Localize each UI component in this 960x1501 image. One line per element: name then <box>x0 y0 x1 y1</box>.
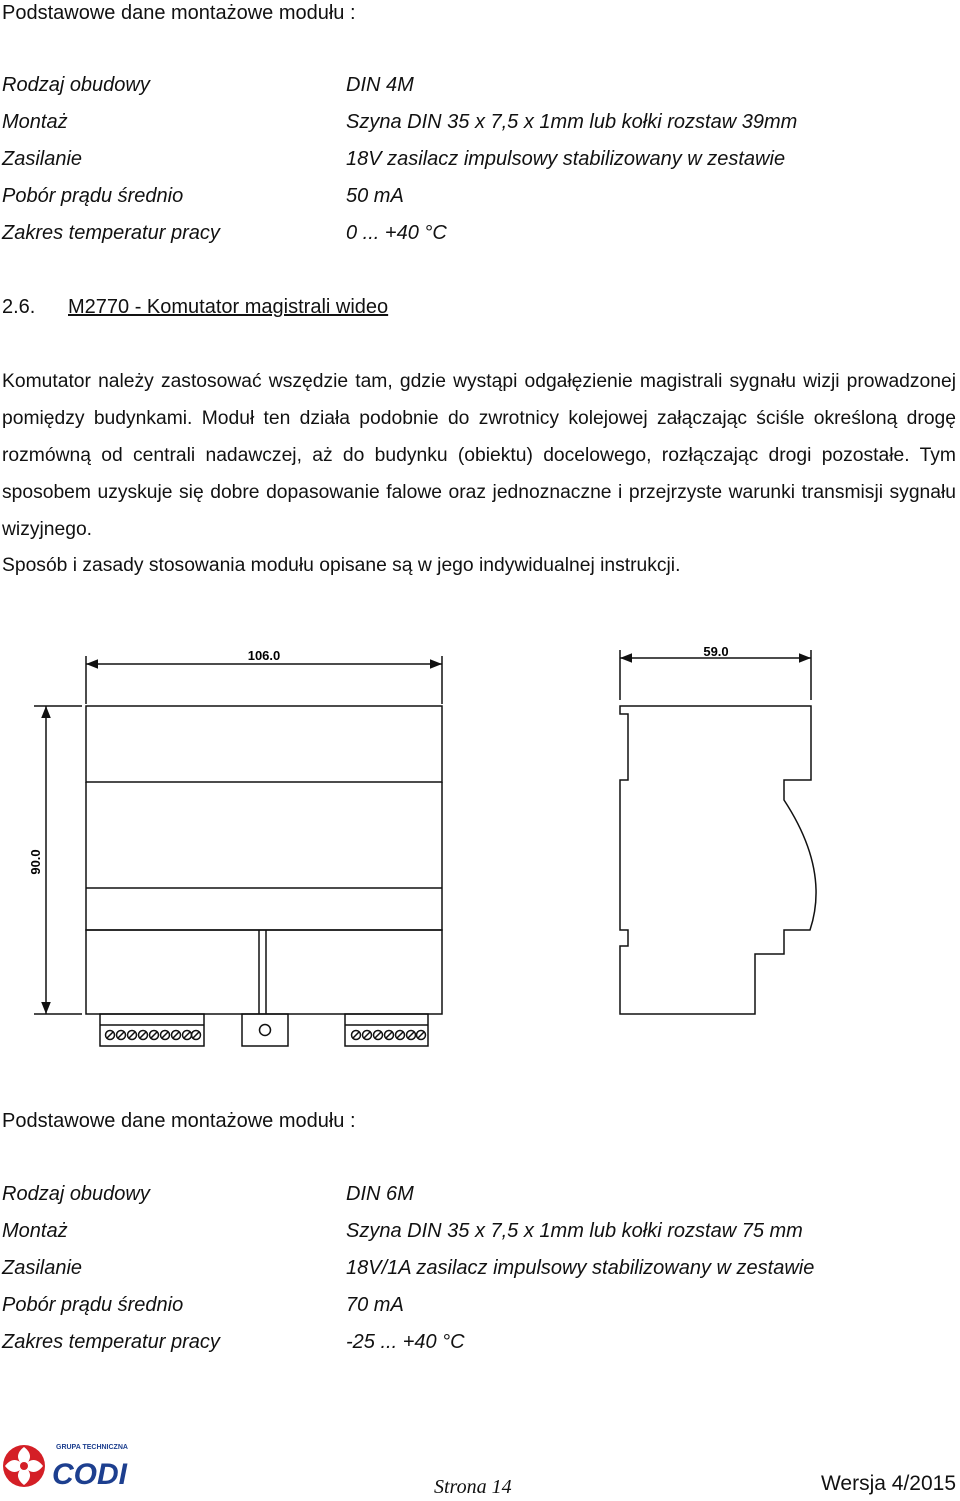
spec-value: DIN 6M <box>346 1183 414 1205</box>
spec-label: Pobór prądu średnio <box>2 1294 184 1316</box>
spec-label: Pobór prądu średnio <box>2 185 184 207</box>
front-view <box>34 656 442 1046</box>
spec-value: -25 ... +40 °C <box>346 1331 465 1353</box>
spec-value: 18V zasilacz impulsowy stabilizowany w zestawie <box>346 148 786 170</box>
spec-value: Szyna DIN 35 x 7,5 x 1mm lub kołki rozstaw 75 mm <box>346 1220 803 1242</box>
terminal-screws-right <box>352 1031 426 1040</box>
spec-value: 50 mA <box>346 185 404 207</box>
spec-row-mounting <box>2 111 952 139</box>
spec-value: Szyna DIN 35 x 7,5 x 1mm lub kołki rozstaw 39mm <box>346 111 798 133</box>
spec-row-current <box>2 1294 952 1322</box>
section-number: 2.6. <box>2 296 36 318</box>
spec-row-temperature <box>2 222 952 250</box>
spec-row-current <box>2 185 952 213</box>
section-title: M2770 - Komutator magistrali wideo <box>68 296 389 318</box>
document-version: Wersja 4/2015 <box>820 1472 956 1495</box>
logo-emblem-icon <box>3 1445 45 1487</box>
spec-label: Zasilanie <box>2 148 83 170</box>
spec-label: Rodzaj obudowy <box>2 74 150 96</box>
spec-value: 18V/1A zasilacz impulsowy stabilizowany w zestawie <box>346 1257 815 1279</box>
spec-value: 70 mA <box>346 1294 404 1316</box>
side-view <box>620 650 816 1014</box>
dimension-width-label: 106.0 <box>247 648 281 663</box>
paragraph-text: Komutator należy zastosować wszędzie tam, gdzie wystąpi odgałęzienie magistrali sygnału wizji prowadzonej pomiędzy budynkami. Moduł ten działa podobnie do zwrotnicy kolejowej załączając ściśle określoną drogę rozmówną od centrali nadawczej, aż do budynku (obiektu) docelowego, rozłączając drogi pozostałe. Tym sposobem uzyskuje się dobre dopasowanie falowe oraz jednoznaczne i przejrzyste warunki transmisji sygnału wizyjnego. <box>2 371 956 540</box>
spec-label: Zakres temperatur pracy <box>2 222 220 244</box>
section-heading <box>2 296 388 319</box>
block2-title: Podstawowe dane montażowe modułu : <box>2 1110 356 1132</box>
terminal-screws-left <box>106 1031 201 1040</box>
spec-label: Montaż <box>2 1220 68 1242</box>
section-paragraph <box>2 363 956 548</box>
spec-row-temperature <box>2 1331 952 1359</box>
spec-label: Zasilanie <box>2 1257 83 1279</box>
spec-label: Rodzaj obudowy <box>2 1183 150 1205</box>
logo-top-text: GRUPA TECHNICZNA <box>56 1444 128 1451</box>
spec-value: 0 ... +40 °C <box>346 222 447 244</box>
spec-row-mounting <box>2 1220 952 1248</box>
spec-label: Montaż <box>2 111 68 133</box>
block1-title: Podstawowe dane montażowe modułu : <box>2 2 356 24</box>
dimension-height-label: 90.0 <box>28 849 43 875</box>
spec-row-housing <box>2 1183 952 1211</box>
dimension-depth-label: 59.0 <box>703 644 729 659</box>
company-logo <box>2 1440 154 1490</box>
section-paragraph-2: Sposób i zasady stosowania modułu opisane są w jego indywidualnej instrukcji. <box>2 555 681 576</box>
spec-value: DIN 4M <box>346 74 414 96</box>
dimension-drawing <box>0 630 960 1060</box>
page-number: Strona 14 <box>434 1476 512 1498</box>
spec-label: Zakres temperatur pracy <box>2 1331 220 1353</box>
spec-row-power <box>2 1257 952 1285</box>
spec-row-power <box>2 148 952 176</box>
logo-main-text: CODI <box>52 1458 127 1490</box>
spec-row-housing <box>2 74 952 102</box>
